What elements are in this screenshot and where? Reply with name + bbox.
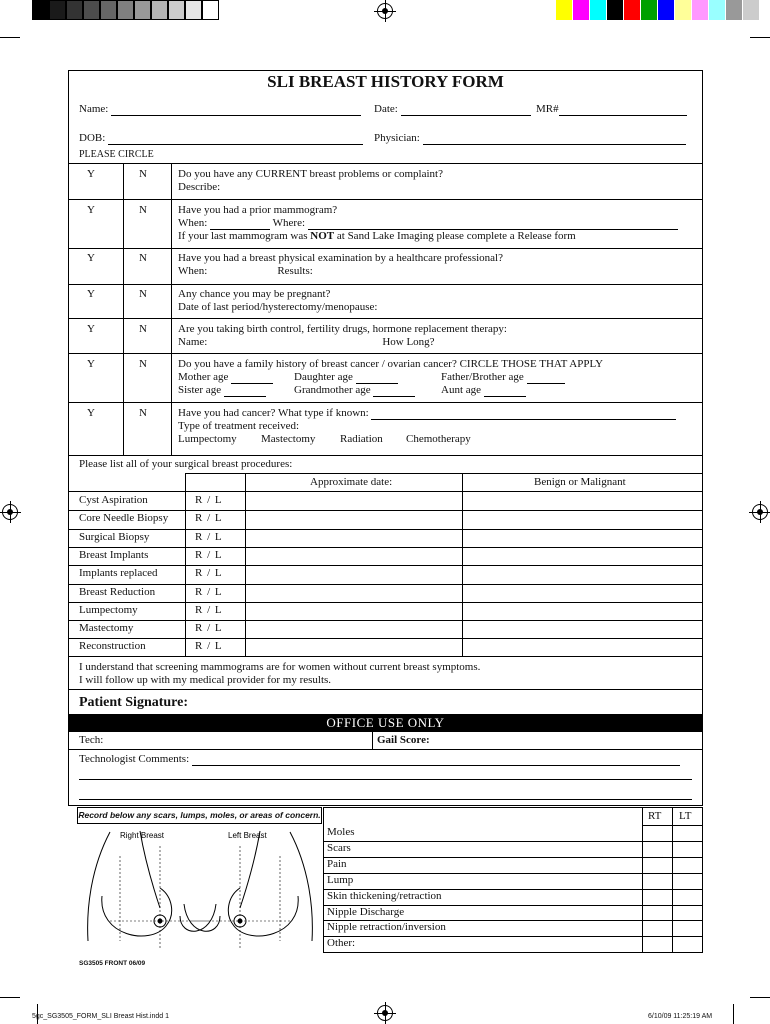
comment-line[interactable] — [79, 799, 692, 800]
condition-label: Nipple Discharge — [327, 905, 405, 918]
row-divider — [323, 857, 703, 858]
please-circle-label: PLEASE CIRCLE — [79, 149, 154, 160]
statement-line1: I understand that screening mammograms are for women without current breast symptoms. — [79, 661, 481, 673]
no-option[interactable]: N — [139, 252, 147, 264]
treatment-lumpectomy[interactable]: Lumpectomy — [178, 433, 237, 445]
row-divider — [68, 529, 703, 530]
benign-malignant-header: Benign or Malignant — [534, 476, 626, 488]
how-long-label: How Long? — [382, 336, 435, 348]
yes-option[interactable]: Y — [87, 204, 95, 216]
last-period-label: Date of last period/hysterectomy/menopause: — [178, 301, 378, 313]
question-text: Any chance you may be pregnant? — [178, 288, 331, 300]
grandmother-age[interactable]: Grandmother age — [294, 384, 415, 397]
question-text: Do you have any CURRENT breast problems or complaint? — [178, 168, 443, 180]
row-divider — [68, 565, 703, 566]
physician-field[interactable]: Physician: — [374, 132, 686, 145]
question-text: Have you had cancer? What type if known: — [178, 407, 369, 419]
row-divider — [68, 620, 703, 621]
no-option[interactable]: N — [139, 288, 147, 300]
row-divider — [68, 602, 703, 603]
gray-swatch — [49, 0, 66, 20]
crop-mark — [733, 1004, 734, 1024]
mother-age[interactable]: Mother age — [178, 371, 273, 384]
gray-swatch — [134, 0, 151, 20]
row-divider — [68, 510, 703, 511]
gray-swatch — [66, 0, 83, 20]
procedure-name: Breast Implants — [79, 548, 149, 561]
registration-mark-bottom — [377, 1005, 393, 1021]
question-text: Are you taking birth control, fertility drugs, hormone replacement therapy: — [178, 323, 507, 335]
registration-mark-right — [752, 504, 768, 520]
question-text: Have you had a breast physical examination by a healthcare professional? — [178, 252, 503, 264]
no-option[interactable]: N — [139, 323, 147, 335]
color-calibration-bar — [556, 0, 760, 20]
diagram-caption: Record below any scars, lumps, moles, or areas of concern. — [78, 810, 321, 820]
release-note-c: at Sand Lake Imaging please complete a Release form — [334, 230, 576, 242]
row-divider — [323, 936, 703, 937]
when-label: When: — [178, 265, 208, 277]
mr-field[interactable]: MR# — [536, 103, 687, 116]
crop-mark — [750, 997, 770, 998]
dob-field[interactable]: DOB: — [79, 132, 363, 145]
approx-date-header: Approximate date: — [310, 476, 393, 488]
procedure-name: Mastectomy — [79, 622, 134, 635]
no-option[interactable]: N — [139, 204, 147, 216]
treatment-chemotherapy[interactable]: Chemotherapy — [406, 433, 471, 445]
patient-signature-label[interactable]: Patient Signature: — [79, 695, 189, 710]
color-swatch — [590, 0, 607, 20]
color-swatch — [556, 0, 573, 20]
form-code: SG3505 FRONT 06/09 — [79, 960, 146, 967]
gray-swatch — [151, 0, 168, 20]
row-divider — [68, 547, 703, 548]
comment-line[interactable] — [79, 779, 692, 780]
name-field[interactable]: Name: — [79, 103, 361, 116]
right-breast-label: Right Breast — [120, 831, 165, 840]
rt-header: RT — [648, 810, 662, 822]
print-timestamp: 6/10/09 11:25:19 AM — [648, 1013, 713, 1020]
sister-age[interactable]: Sister age — [178, 384, 266, 397]
side-select[interactable]: R / L — [195, 603, 223, 616]
color-swatch — [658, 0, 675, 20]
yes-option[interactable]: Y — [87, 407, 95, 419]
tech-label[interactable]: Tech: — [79, 734, 104, 746]
crop-mark — [0, 37, 20, 38]
where-field[interactable] — [308, 220, 678, 230]
statement-line2: I will follow up with my medical provider for my results. — [79, 674, 332, 686]
office-use-header: OFFICE USE ONLY — [68, 714, 703, 732]
yes-option[interactable]: Y — [87, 252, 95, 264]
side-select[interactable]: R / L — [195, 585, 223, 598]
side-select[interactable]: R / L — [195, 494, 223, 506]
color-swatch — [675, 0, 692, 20]
technologist-comments[interactable]: Technologist Comments: — [79, 753, 680, 766]
gray-swatch — [100, 0, 117, 20]
yes-option[interactable]: Y — [87, 168, 95, 180]
question-text: Do you have a family history of breast cancer / ovarian cancer? CIRCLE THOSE THAT APPLY — [178, 358, 604, 370]
condition-label: Scars — [327, 841, 351, 854]
no-option[interactable]: N — [139, 407, 147, 419]
crop-mark — [0, 997, 20, 998]
condition-label: Pain — [327, 857, 347, 870]
file-name: 5gc_SG3505_FORM_SLI Breast Hist.indd 1 — [32, 1013, 169, 1020]
form-title: SLI BREAST HISTORY FORM — [267, 72, 504, 91]
side-select[interactable]: R / L — [195, 548, 223, 561]
side-select[interactable]: R / L — [195, 530, 223, 543]
gray-swatch — [168, 0, 185, 20]
gray-swatch — [117, 0, 134, 20]
question-text: Have you had a prior mammogram? — [178, 204, 338, 216]
registration-mark-top — [377, 3, 393, 19]
name-label: Name: — [178, 336, 208, 348]
treatment-mastectomy[interactable]: Mastectomy — [261, 433, 316, 445]
color-swatch — [573, 0, 590, 20]
row-divider — [323, 841, 703, 842]
side-select[interactable]: R / L — [195, 640, 223, 653]
no-option[interactable]: N — [139, 168, 147, 180]
aunt-age[interactable]: Aunt age — [441, 384, 526, 397]
cancer-type-field[interactable] — [371, 410, 676, 420]
gray-swatch — [202, 0, 219, 20]
color-swatch — [607, 0, 624, 20]
yes-option[interactable]: Y — [87, 288, 95, 300]
color-swatch — [743, 0, 760, 20]
father-brother-age[interactable]: Father/Brother age — [441, 371, 565, 384]
breast-diagram[interactable] — [80, 826, 320, 952]
row-divider — [68, 638, 703, 639]
condition-label: Nipple retraction/inversion — [327, 921, 446, 934]
no-option[interactable]: N — [139, 358, 147, 370]
color-swatch — [709, 0, 726, 20]
procedure-name: Core Needle Biopsy — [79, 512, 169, 525]
grayscale-calibration-bar — [32, 0, 219, 20]
diagram-caption-box — [77, 807, 322, 824]
gail-score-label[interactable]: Gail Score: — [377, 734, 430, 746]
side-select[interactable]: R / L — [195, 512, 223, 525]
procedure-name: Cyst Aspiration — [79, 494, 148, 506]
gray-swatch — [83, 0, 100, 20]
describe-label: Describe: — [178, 181, 221, 193]
row-divider — [323, 873, 703, 874]
treatment-label: Type of treatment received: — [178, 420, 300, 432]
side-select[interactable]: R / L — [195, 622, 223, 635]
side-select[interactable]: R / L — [195, 567, 223, 580]
yes-option[interactable]: Y — [87, 358, 95, 370]
condition-label: Other: — [327, 937, 356, 950]
crop-mark — [750, 37, 770, 38]
release-note-a: If your last mammogram was — [178, 230, 311, 242]
color-swatch — [624, 0, 641, 20]
where-label: Where: — [272, 217, 306, 229]
gray-swatch — [185, 0, 202, 20]
daughter-age[interactable]: Daughter age — [294, 371, 398, 384]
lt-header: LT — [679, 810, 692, 822]
color-swatch — [641, 0, 658, 20]
procedure-name: Implants replaced — [79, 567, 158, 580]
results-label: Results: — [277, 265, 313, 277]
condition-label: Skin thickening/retraction — [327, 889, 442, 902]
color-swatch — [692, 0, 709, 20]
left-breast-label: Left Breast — [228, 831, 267, 840]
procedure-name: Lumpectomy — [79, 603, 138, 616]
procedure-name: Breast Reduction — [79, 585, 156, 598]
procedures-intro: Please list all of your surgical breast procedures: — [79, 458, 293, 470]
color-swatch — [726, 0, 743, 20]
date-field[interactable]: Date: — [374, 103, 531, 116]
condition-label: Moles — [327, 826, 355, 838]
registration-mark-left — [2, 504, 18, 520]
release-note-bold: NOT — [310, 230, 335, 242]
gray-swatch — [32, 0, 49, 20]
procedure-name: Surgical Biopsy — [79, 530, 150, 543]
row-divider — [68, 584, 703, 585]
treatment-radiation[interactable]: Radiation — [340, 433, 383, 445]
condition-label: Lump — [327, 873, 354, 886]
procedure-name: Reconstruction — [79, 640, 146, 653]
when-label: When: — [178, 217, 208, 229]
yes-option[interactable]: Y — [87, 323, 95, 335]
